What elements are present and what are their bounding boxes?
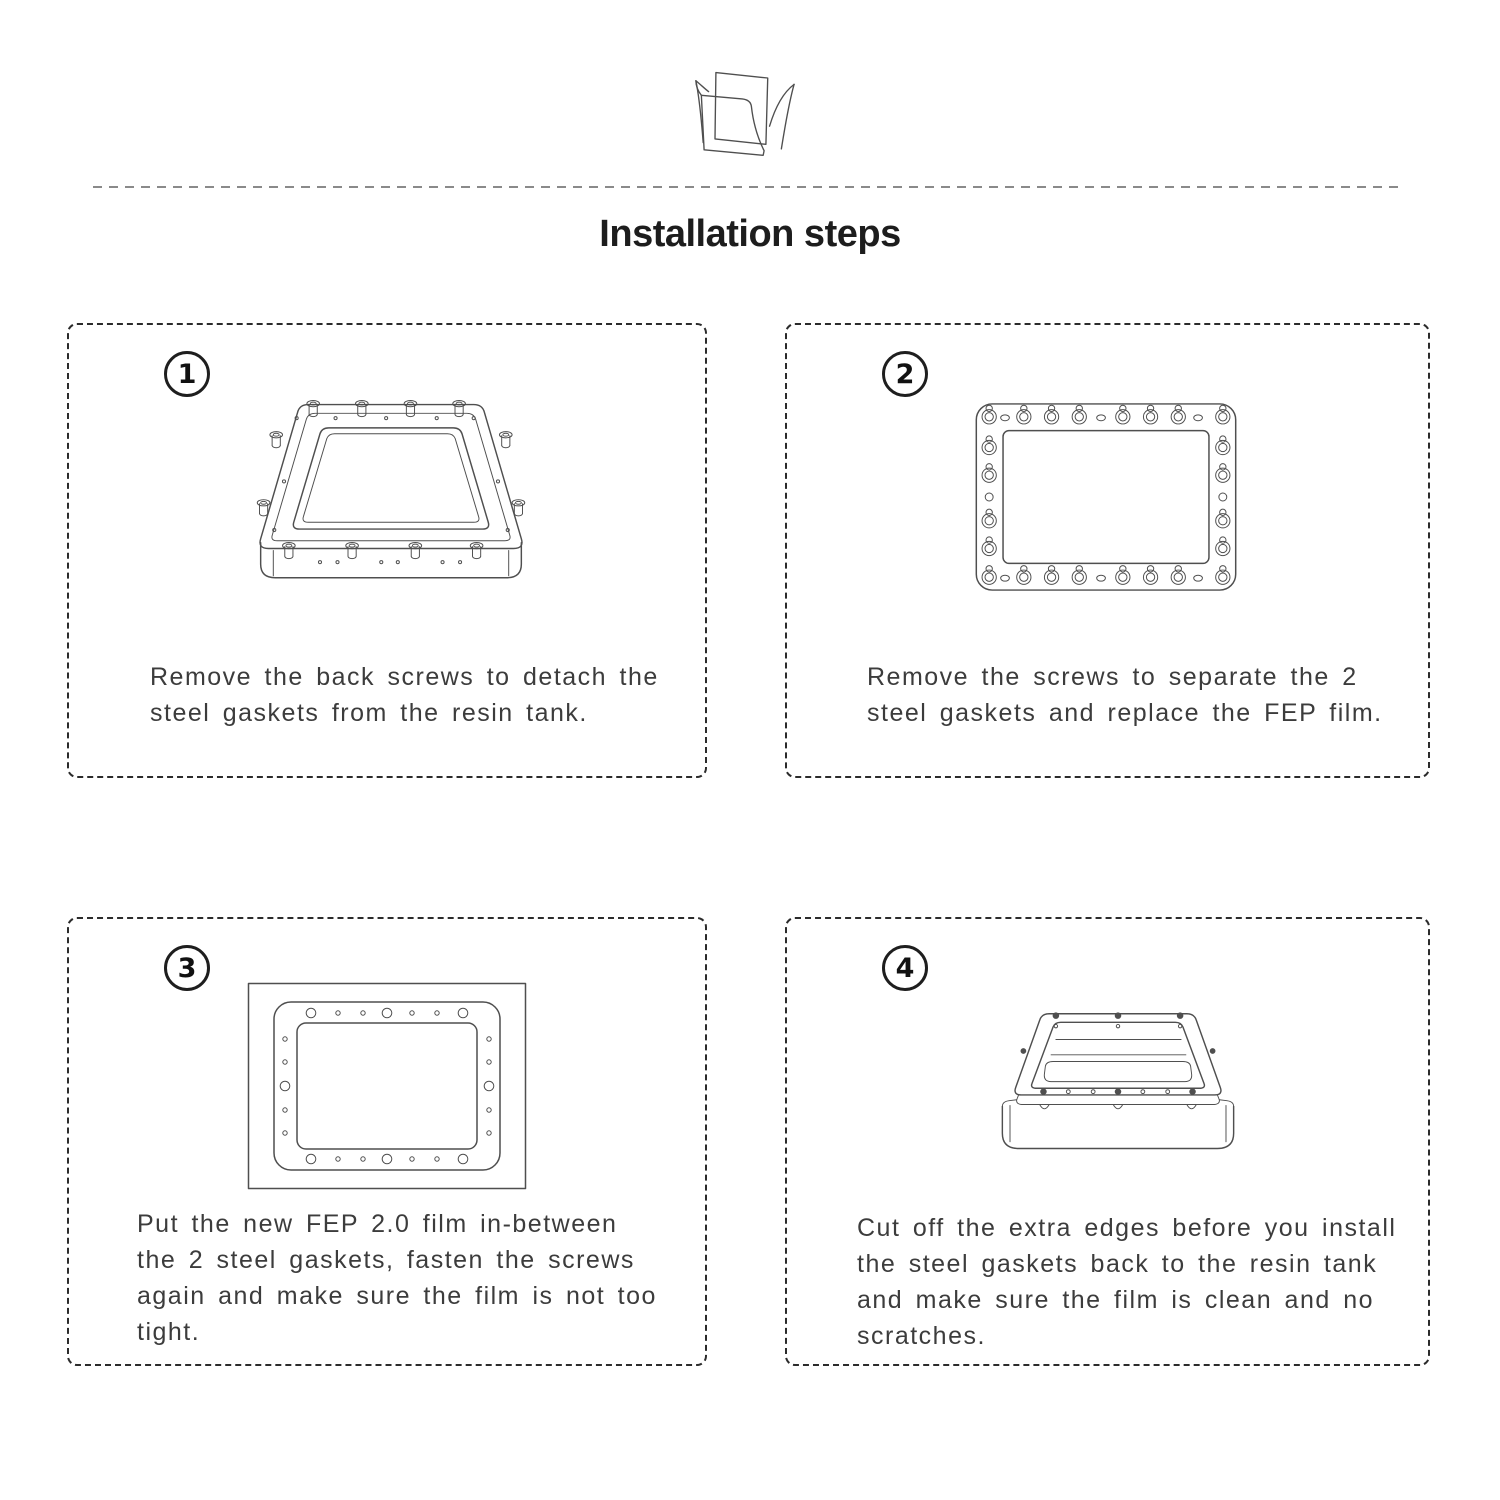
step-1-caption: [150, 659, 659, 731]
caption-line: Remove the screws to separate the 2: [867, 663, 1358, 691]
step-2-number-badge: [882, 351, 928, 397]
step-1-number-badge: [164, 351, 210, 397]
caption-line: scratches.: [857, 1322, 986, 1350]
step-4-number: 4: [895, 952, 915, 984]
step-4-caption: [857, 1210, 1396, 1354]
step-3-panel: [67, 917, 707, 1366]
caption-line: and make sure the film is clean and no: [857, 1286, 1375, 1314]
caption-line: the 2 steel gaskets, fasten the screws: [137, 1246, 635, 1274]
caption-line: steel gaskets from the resin tank.: [150, 699, 588, 727]
step-4-panel: [785, 917, 1430, 1366]
step-4-number-badge: [882, 945, 928, 991]
resin-tank-back-screws-illustration: [229, 389, 553, 603]
step-1-number: 1: [177, 358, 197, 390]
steel-gasket-top-view-illustration: [970, 398, 1242, 596]
caption-line: steel gaskets and replace the FEP film.: [867, 699, 1383, 727]
step-3-number-badge: [164, 945, 210, 991]
fep-film-between-gaskets-illustration: [247, 982, 527, 1190]
caption-line: tight.: [137, 1318, 201, 1346]
film-sheet-icon: [695, 58, 795, 168]
caption-line: again and make sure the film is not too: [137, 1282, 657, 1310]
step-3-number: 3: [177, 952, 197, 984]
resin-tank-assembled-illustration: [985, 1008, 1251, 1159]
dashed-separator: [93, 186, 1403, 188]
step-2-panel: [785, 323, 1430, 778]
page-title: Installation steps: [599, 213, 901, 255]
caption-line: Remove the back screws to detach the: [150, 663, 659, 691]
caption-line: Put the new FEP 2.0 film in-between: [137, 1210, 618, 1238]
step-2-caption: [867, 659, 1383, 731]
caption-line: Cut off the extra edges before you install: [857, 1214, 1397, 1242]
step-1-panel: [67, 323, 707, 778]
step-3-caption: [137, 1206, 657, 1350]
caption-line: the steel gaskets back to the resin tank: [857, 1250, 1378, 1278]
step-2-number: 2: [895, 358, 915, 390]
